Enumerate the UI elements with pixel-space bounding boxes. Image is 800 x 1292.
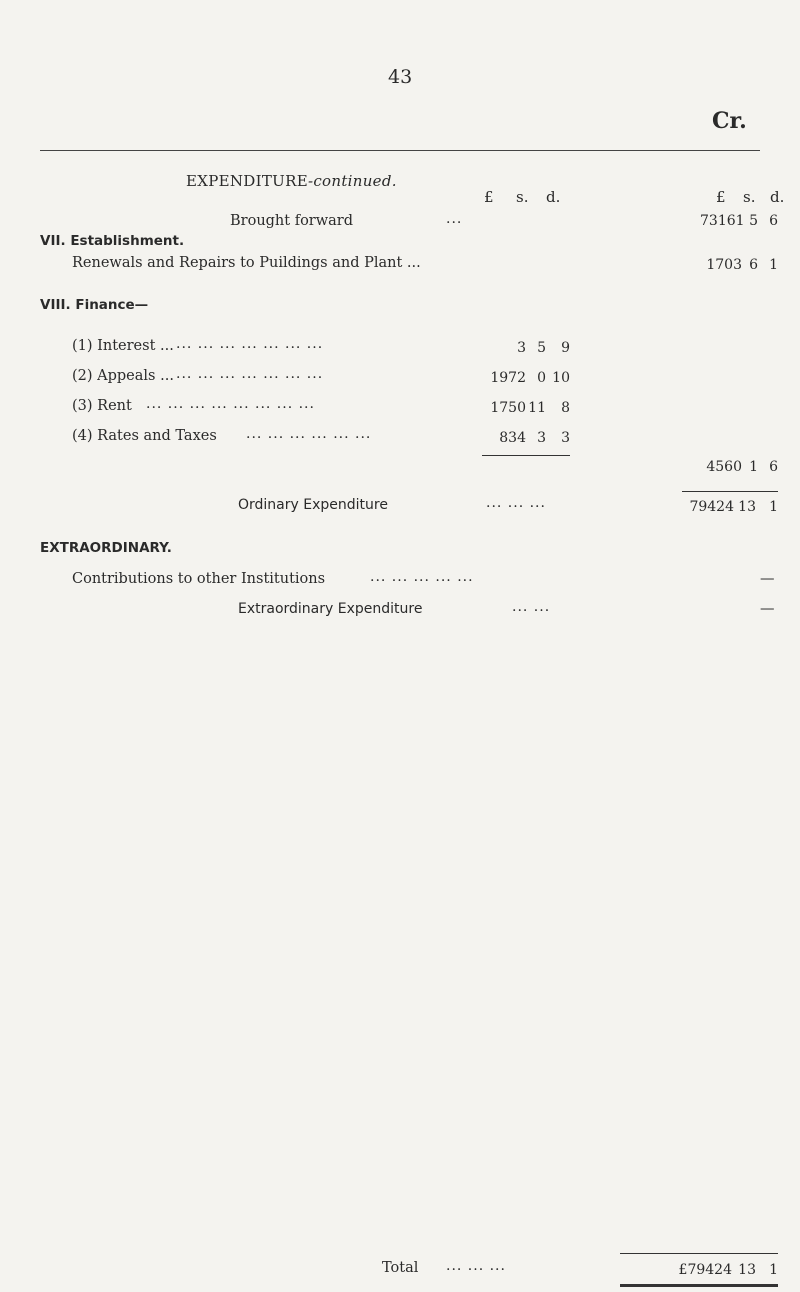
renewals-label: Renewals and Repairs to Puildings and Plant ... bbox=[72, 255, 421, 271]
finance-subtotal-rule bbox=[482, 455, 570, 456]
extraordinary-total-label: Extraordinary Expenditure bbox=[238, 601, 423, 617]
brought-forward-shillings: 5 bbox=[749, 213, 758, 229]
interest-pounds: 3 bbox=[517, 340, 526, 356]
ordinary-rule bbox=[682, 491, 778, 492]
rent-pence: 8 bbox=[561, 400, 570, 416]
grand-total-shillings: 13 bbox=[738, 1262, 756, 1278]
brought-forward-pence: 6 bbox=[769, 213, 778, 229]
ordinary-label: Ordinary Expenditure bbox=[238, 497, 388, 513]
grand-total-dots: ... ... ... bbox=[446, 1258, 506, 1274]
renewals-shillings: 6 bbox=[749, 257, 758, 273]
brought-forward-pounds: 73161 bbox=[700, 213, 745, 229]
brought-forward-label: Brought forward bbox=[230, 213, 354, 229]
col-header-right-pence: d. bbox=[770, 188, 785, 206]
renewals-pounds: 1703 bbox=[706, 257, 742, 273]
page-number: 43 bbox=[388, 66, 413, 88]
interest-label: (1) Interest ... bbox=[72, 338, 174, 354]
section-viii-title: VIII. Finance— bbox=[40, 297, 149, 313]
col-header-left-pounds: £ bbox=[484, 188, 494, 206]
section-vii-title: VII. Establishment. bbox=[40, 233, 185, 249]
interest-shillings: 5 bbox=[537, 340, 546, 356]
heading-main: EXPENDITURE bbox=[186, 172, 308, 190]
interest-dots: ... ... ... ... ... ... ... bbox=[176, 336, 324, 352]
heading-suffix: -continued. bbox=[307, 172, 397, 190]
section-heading bbox=[186, 172, 397, 190]
contributions-label: Contributions to other Institutions bbox=[72, 571, 326, 587]
grand-total-double-rule bbox=[620, 1284, 778, 1287]
col-header-right-shillings: s. bbox=[743, 188, 756, 206]
header-rule bbox=[40, 150, 760, 151]
extraordinary-total-value: — bbox=[760, 601, 775, 617]
ordinary-pounds: 79424 bbox=[689, 499, 734, 515]
rent-label: (3) Rent bbox=[72, 398, 132, 414]
rates-pounds: 834 bbox=[499, 430, 526, 446]
appeals-pence: 10 bbox=[552, 370, 570, 386]
appeals-label: (2) Appeals ... bbox=[72, 368, 174, 384]
col-header-right-pounds: £ bbox=[716, 188, 726, 206]
ordinary-shillings: 13 bbox=[738, 499, 756, 515]
appeals-dots: ... ... ... ... ... ... ... bbox=[176, 366, 324, 382]
contributions-dots: ... ... ... ... ... bbox=[370, 569, 474, 585]
grand-total-rule bbox=[620, 1253, 778, 1254]
appeals-pounds: 1972 bbox=[490, 370, 526, 386]
renewals-pence: 1 bbox=[769, 257, 778, 273]
credit-side-label: Cr. bbox=[712, 108, 747, 134]
finance-subtotal-pounds: 4560 bbox=[706, 459, 742, 475]
ordinary-dots: ... ... ... bbox=[486, 495, 546, 511]
appeals-shillings: 0 bbox=[537, 370, 546, 386]
finance-subtotal-pence: 6 bbox=[769, 459, 778, 475]
ordinary-pence: 1 bbox=[769, 499, 778, 515]
rates-pence: 3 bbox=[561, 430, 570, 446]
rates-shillings: 3 bbox=[537, 430, 546, 446]
grand-total-pence: 1 bbox=[769, 1262, 778, 1278]
grand-total-pounds: £79424 bbox=[678, 1262, 732, 1278]
rates-dots: ... ... ... ... ... ... bbox=[246, 426, 372, 442]
grand-total-label: Total bbox=[382, 1260, 419, 1276]
col-header-left-shillings: s. bbox=[516, 188, 529, 206]
rent-dots: ... ... ... ... ... ... ... ... bbox=[146, 396, 315, 412]
col-header-left-pence: d. bbox=[546, 188, 561, 206]
rent-shillings: 11 bbox=[528, 400, 546, 416]
finance-subtotal-shillings: 1 bbox=[749, 459, 758, 475]
interest-pence: 9 bbox=[561, 340, 570, 356]
rates-label: (4) Rates and Taxes bbox=[72, 428, 217, 444]
extraordinary-total-dots: ... ... bbox=[512, 599, 551, 615]
extraordinary-title: EXTRAORDINARY. bbox=[40, 540, 172, 556]
rent-pounds: 1750 bbox=[490, 400, 526, 416]
brought-forward-dots: ... bbox=[446, 211, 463, 227]
contributions-value: — bbox=[760, 571, 775, 587]
